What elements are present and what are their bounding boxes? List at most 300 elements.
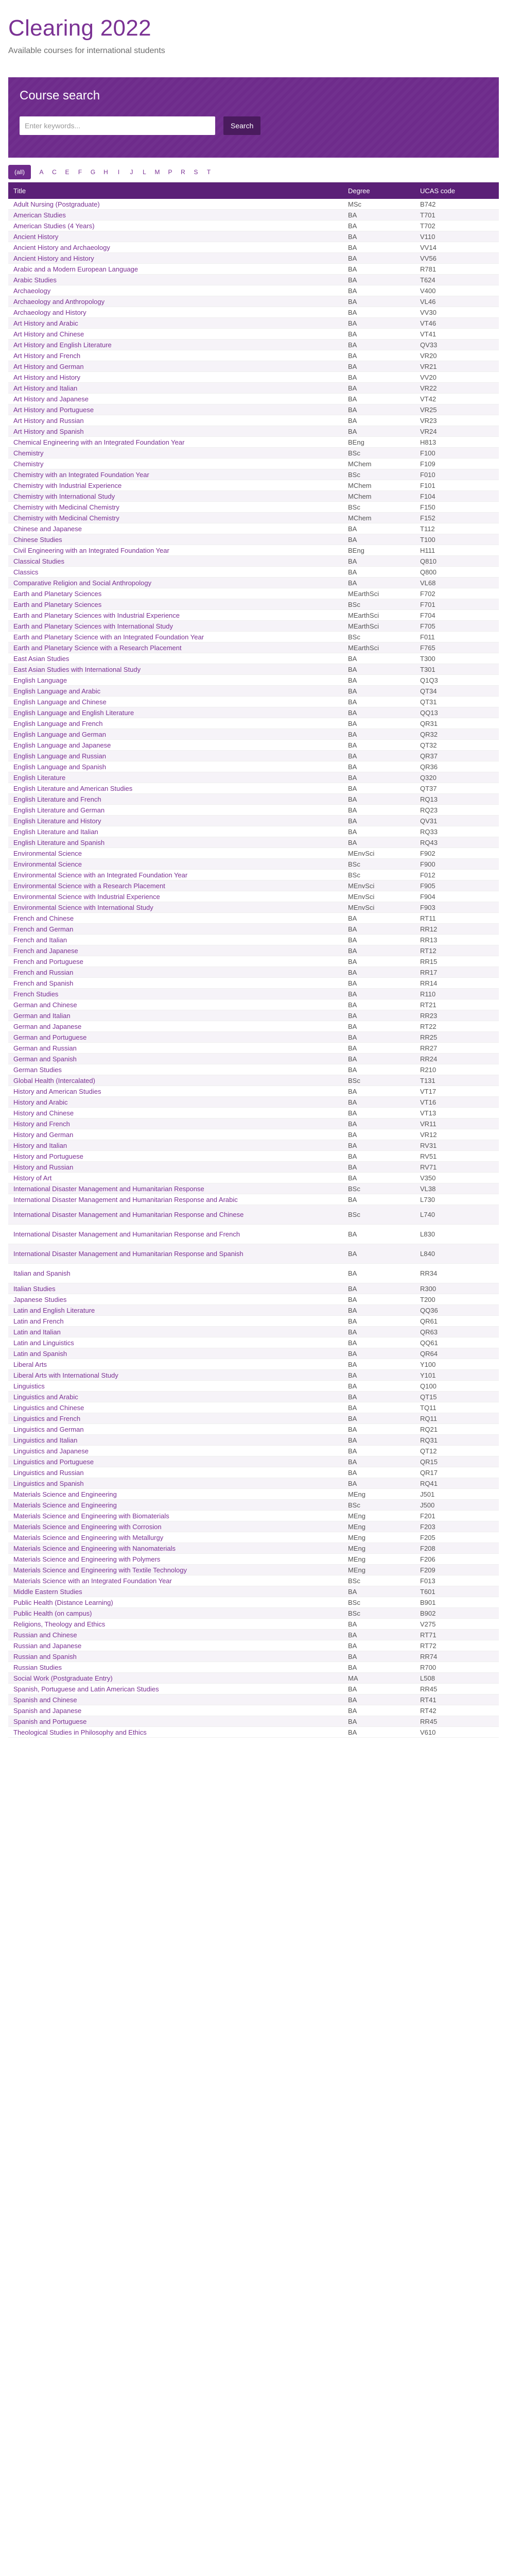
table-row[interactable] xyxy=(8,1478,499,1489)
course-title-link[interactable]: Environmental Science with International Study xyxy=(13,903,153,911)
table-row[interactable] xyxy=(8,502,499,513)
course-title-link[interactable]: History of Art xyxy=(13,1174,52,1182)
course-title-link[interactable]: Liberal Arts xyxy=(13,1360,47,1368)
course-title-link[interactable]: Public Health (Distance Learning) xyxy=(13,1598,113,1606)
table-row[interactable] xyxy=(8,1608,499,1619)
table-row[interactable] xyxy=(8,1543,499,1554)
course-title-link[interactable]: English Literature and History xyxy=(13,817,101,825)
table-row[interactable] xyxy=(8,350,499,361)
table-row[interactable] xyxy=(8,340,499,350)
table-row[interactable] xyxy=(8,1140,499,1151)
course-title-link[interactable]: Latin and Italian xyxy=(13,1328,61,1336)
table-row[interactable] xyxy=(8,1316,499,1327)
table-row[interactable] xyxy=(8,999,499,1010)
degree-column-header[interactable]: Degree xyxy=(348,187,370,195)
table-row[interactable] xyxy=(8,491,499,502)
table-row[interactable] xyxy=(8,621,499,632)
table-row[interactable] xyxy=(8,924,499,935)
course-title-link[interactable]: Theological Studies in Philosophy and Ethics xyxy=(13,1728,147,1736)
table-row[interactable] xyxy=(8,1435,499,1446)
table-row[interactable] xyxy=(8,1424,499,1435)
ucas-code-cell: F012 xyxy=(420,871,436,879)
course-title-link[interactable]: Art History and Portuguese xyxy=(13,405,94,414)
table-row[interactable] xyxy=(8,264,499,275)
course-title-link[interactable]: German and Japanese xyxy=(13,1022,82,1030)
table-row[interactable] xyxy=(8,1348,499,1359)
table-row[interactable] xyxy=(8,599,499,610)
table-row[interactable] xyxy=(8,1392,499,1402)
table-row[interactable] xyxy=(8,329,499,340)
course-title-link[interactable]: Linguistics and Japanese xyxy=(13,1447,89,1455)
table-row[interactable] xyxy=(8,1294,499,1305)
course-title-link[interactable]: Archaeology and Anthropology xyxy=(13,297,105,306)
course-title-link[interactable]: Art History and Chinese xyxy=(13,330,84,338)
course-title-link[interactable]: Materials Science and Engineering with Polymers xyxy=(13,1555,161,1563)
table-row[interactable] xyxy=(8,967,499,978)
course-title-link[interactable]: Spanish, Portuguese and Latin American Studies xyxy=(13,1685,159,1693)
course-title-link[interactable]: Art History and Spanish xyxy=(13,427,84,435)
course-title-link[interactable]: English Literature and American Studies xyxy=(13,784,133,792)
table-row[interactable] xyxy=(8,1511,499,1521)
table-row[interactable] xyxy=(8,253,499,264)
course-title-link[interactable]: Italian Studies xyxy=(13,1284,56,1293)
course-title-link[interactable]: French and Italian xyxy=(13,936,67,944)
course-title-link[interactable]: English Language and German xyxy=(13,730,106,738)
table-row[interactable] xyxy=(8,902,499,913)
table-row[interactable] xyxy=(8,1597,499,1608)
course-title-link[interactable]: English Literature and Spanish xyxy=(13,838,105,846)
table-row[interactable] xyxy=(8,415,499,426)
table-row[interactable] xyxy=(8,1662,499,1673)
table-row[interactable] xyxy=(8,1554,499,1565)
table-row[interactable] xyxy=(8,1521,499,1532)
course-title-link[interactable]: Italian and Spanish xyxy=(13,1269,71,1277)
course-title-link[interactable]: Materials Science and Engineering xyxy=(13,1490,117,1498)
table-row[interactable] xyxy=(8,794,499,805)
course-title-link[interactable]: Environmental Science xyxy=(13,849,82,857)
course-title-link[interactable]: Art History and Arabic xyxy=(13,319,78,327)
table-row[interactable] xyxy=(8,1673,499,1684)
table-row[interactable] xyxy=(8,1097,499,1108)
course-title-link[interactable]: Earth and Planetary Sciences with International Study xyxy=(13,622,173,630)
course-title-link[interactable]: Linguistics and Spanish xyxy=(13,1479,84,1487)
course-title-link[interactable]: English Language and Japanese xyxy=(13,741,111,749)
course-title-link[interactable]: Archaeology and History xyxy=(13,308,86,316)
course-title-link[interactable]: History and American Studies xyxy=(13,1087,101,1095)
course-title-link[interactable]: Chemistry xyxy=(13,460,44,468)
course-title-link[interactable]: Chemistry with Medicinal Chemistry xyxy=(13,514,119,522)
table-row[interactable] xyxy=(8,545,499,556)
table-row[interactable] xyxy=(8,675,499,686)
table-row[interactable] xyxy=(8,1108,499,1118)
table-row[interactable] xyxy=(8,523,499,534)
table-row[interactable] xyxy=(8,296,499,307)
course-title-link[interactable]: Materials Science and Engineering xyxy=(13,1501,117,1509)
table-row[interactable] xyxy=(8,459,499,469)
table-row[interactable] xyxy=(8,1305,499,1316)
course-title-link[interactable]: English Literature and Italian xyxy=(13,827,98,836)
course-title-link[interactable]: American Studies xyxy=(13,211,66,219)
course-title-link[interactable]: Russian and Japanese xyxy=(13,1641,82,1650)
course-title-link[interactable]: History and Arabic xyxy=(13,1098,68,1106)
course-title-link[interactable]: Spanish and Portuguese xyxy=(13,1717,87,1725)
table-row[interactable] xyxy=(8,718,499,729)
table-row[interactable] xyxy=(8,1565,499,1575)
table-row[interactable] xyxy=(8,1381,499,1392)
course-title-link[interactable]: International Disaster Management and Humanitarian Response and Spanish xyxy=(13,1250,243,1258)
table-row[interactable] xyxy=(8,1684,499,1694)
course-title-link[interactable]: Environmental Science with a Research Placement xyxy=(13,882,165,890)
table-row[interactable] xyxy=(8,686,499,697)
table-row[interactable] xyxy=(8,956,499,967)
table-row[interactable] xyxy=(8,816,499,826)
course-title-link[interactable]: Latin and Linguistics xyxy=(13,1338,74,1347)
course-title-link[interactable]: English Literature and French xyxy=(13,795,101,803)
a-z-letter-link[interactable]: I xyxy=(117,168,120,176)
ucas-column-header[interactable]: UCAS code xyxy=(420,187,455,195)
title-column-header[interactable]: Title xyxy=(13,187,26,195)
table-row[interactable] xyxy=(8,1173,499,1183)
course-title-link[interactable]: Linguistics and German xyxy=(13,1425,84,1433)
course-title-link[interactable]: German and Spanish xyxy=(13,1055,77,1063)
a-z-letter-link[interactable]: E xyxy=(65,168,69,176)
table-row[interactable] xyxy=(8,772,499,783)
table-row[interactable] xyxy=(8,913,499,924)
table-row[interactable] xyxy=(8,307,499,318)
table-row[interactable] xyxy=(8,1064,499,1075)
a-z-letter-link[interactable]: F xyxy=(78,168,82,176)
table-row[interactable] xyxy=(8,221,499,231)
table-row[interactable] xyxy=(8,664,499,675)
table-row[interactable] xyxy=(8,1640,499,1651)
course-title-link[interactable]: Chemistry with Medicinal Chemistry xyxy=(13,503,119,511)
course-title-link[interactable]: Earth and Planetary Science with a Research Placement xyxy=(13,643,182,652)
course-title-link[interactable]: Art History and Russian xyxy=(13,416,84,425)
course-title-link[interactable]: Russian and Chinese xyxy=(13,1631,77,1639)
table-row[interactable] xyxy=(8,588,499,599)
ucas-code-cell: H813 xyxy=(420,438,437,446)
table-row[interactable] xyxy=(8,1727,499,1738)
table-row[interactable] xyxy=(8,1021,499,1032)
table-row[interactable] xyxy=(8,578,499,588)
course-title-link[interactable]: History and Italian xyxy=(13,1141,67,1149)
table-row[interactable] xyxy=(8,837,499,848)
course-title-link[interactable]: Japanese Studies xyxy=(13,1295,67,1303)
search-button[interactable]: Search xyxy=(223,116,260,135)
course-title-link[interactable]: Linguistics and French xyxy=(13,1414,81,1422)
course-title-link[interactable]: Comparative Religion and Social Anthropology xyxy=(13,579,152,587)
table-row[interactable] xyxy=(8,1032,499,1043)
course-title-link[interactable]: Linguistics and Arabic xyxy=(13,1393,78,1401)
course-title-link[interactable]: Classics xyxy=(13,568,39,576)
course-title-link[interactable]: German and Italian xyxy=(13,1011,71,1020)
course-title-link[interactable]: Materials Science and Engineering with Metallurgy xyxy=(13,1533,164,1541)
course-title-link[interactable]: International Disaster Management and Humanitarian Response and French xyxy=(13,1230,240,1238)
course-title-link[interactable]: Earth and Planetary Sciences xyxy=(13,600,102,608)
course-title-link[interactable]: Materials Science with an Integrated Foundation Year xyxy=(13,1577,172,1585)
course-title-link[interactable]: Linguistics and Italian xyxy=(13,1436,78,1444)
table-row[interactable] xyxy=(8,534,499,545)
course-title-link[interactable]: Environmental Science with Industrial Experience xyxy=(13,892,160,901)
course-title-link[interactable]: Ancient History xyxy=(13,232,59,241)
table-row[interactable] xyxy=(8,1446,499,1456)
table-row[interactable] xyxy=(8,989,499,999)
course-title-link[interactable]: French and Spanish xyxy=(13,979,74,987)
course-title-link[interactable]: French and Russian xyxy=(13,968,74,976)
table-row[interactable] xyxy=(8,1651,499,1662)
a-z-letter-link[interactable]: R xyxy=(181,168,185,176)
course-title-link[interactable]: Latin and English Literature xyxy=(13,1306,95,1314)
table-row[interactable] xyxy=(8,1413,499,1424)
course-title-link[interactable]: French and Japanese xyxy=(13,946,78,955)
course-title-link[interactable]: French and Chinese xyxy=(13,914,74,922)
course-title-link[interactable]: Materials Science and Engineering with Textile Technology xyxy=(13,1566,187,1574)
table-row[interactable] xyxy=(8,1086,499,1097)
table-row[interactable] xyxy=(8,761,499,772)
table-row[interactable] xyxy=(8,1327,499,1337)
table-row[interactable] xyxy=(8,231,499,242)
a-z-letter-link[interactable]: G xyxy=(90,168,96,176)
table-row[interactable] xyxy=(8,783,499,794)
table-row[interactable] xyxy=(8,891,499,902)
course-title-link[interactable]: German and Russian xyxy=(13,1044,77,1052)
table-row[interactable] xyxy=(8,1489,499,1500)
table-row[interactable] xyxy=(8,978,499,989)
course-title-link[interactable]: German Studies xyxy=(13,1065,62,1074)
table-row[interactable] xyxy=(8,1705,499,1716)
table-row[interactable] xyxy=(8,404,499,415)
course-title-link[interactable]: English Language and Spanish xyxy=(13,762,106,771)
course-title-link[interactable]: Materials Science and Engineering with Nanomaterials xyxy=(13,1544,176,1552)
table-row[interactable] xyxy=(8,556,499,567)
search-input[interactable] xyxy=(20,116,215,135)
course-title-link[interactable]: Linguistics and Portuguese xyxy=(13,1458,94,1466)
a-z-all-button[interactable]: (all) xyxy=(8,165,31,179)
course-title-link[interactable]: Art History and German xyxy=(13,362,84,370)
course-title-link[interactable]: History and Russian xyxy=(13,1163,74,1171)
course-title-link[interactable]: International Disaster Management and Humanitarian Response and Arabic xyxy=(13,1195,238,1204)
table-row[interactable] xyxy=(8,275,499,285)
course-title-link[interactable]: Ancient History and History xyxy=(13,254,94,262)
course-title-link[interactable]: English Language and Arabic xyxy=(13,687,101,695)
table-row[interactable] xyxy=(8,383,499,394)
course-title-link[interactable]: Arabic Studies xyxy=(13,276,57,284)
course-title-link[interactable]: Earth and Planetary Sciences with Industrial Experience xyxy=(13,611,180,619)
table-row[interactable] xyxy=(8,1575,499,1586)
table-row[interactable] xyxy=(8,513,499,523)
table-row[interactable] xyxy=(8,935,499,945)
table-row[interactable] xyxy=(8,448,499,459)
course-title-link[interactable]: Public Health (on campus) xyxy=(13,1609,92,1617)
table-row[interactable] xyxy=(8,1456,499,1467)
course-title-link[interactable]: Art History and French xyxy=(13,351,81,360)
table-row[interactable] xyxy=(8,1532,499,1543)
course-title-link[interactable]: Materials Science and Engineering with Biomaterials xyxy=(13,1512,169,1520)
table-row[interactable] xyxy=(8,632,499,642)
a-z-letter-link[interactable]: J xyxy=(130,168,133,176)
course-title-link[interactable]: Art History and Japanese xyxy=(13,395,89,403)
a-z-letter-link[interactable]: S xyxy=(194,168,198,176)
course-title-link[interactable]: Linguistics and Russian xyxy=(13,1468,84,1477)
course-title-link[interactable]: Latin and French xyxy=(13,1317,64,1325)
course-title-link[interactable]: International Disaster Management and Humanitarian Response xyxy=(13,1184,204,1193)
course-title-link[interactable]: International Disaster Management and Humanitarian Response and Chinese xyxy=(13,1211,244,1218)
course-title-link[interactable]: French and German xyxy=(13,925,74,933)
course-title-link[interactable]: Chemical Engineering with an Integrated Foundation Year xyxy=(13,438,185,446)
course-title-link[interactable]: Adult Nursing (Postgraduate) xyxy=(13,200,100,208)
course-title-link[interactable]: Classical Studies xyxy=(13,557,64,565)
table-row[interactable] xyxy=(8,945,499,956)
table-row[interactable] xyxy=(8,610,499,621)
table-row[interactable] xyxy=(8,859,499,870)
a-z-letter-link[interactable]: M xyxy=(154,168,160,176)
course-title-link[interactable]: Materials Science and Engineering with Corrosion xyxy=(13,1522,162,1531)
table-row[interactable] xyxy=(8,1043,499,1054)
table-row[interactable] xyxy=(8,285,499,296)
a-z-letter-link[interactable]: T xyxy=(206,168,211,176)
table-row[interactable] xyxy=(8,1586,499,1597)
course-title-link[interactable]: Global Health (Intercalated) xyxy=(13,1076,95,1084)
course-title-link[interactable]: Earth and Planetary Sciences xyxy=(13,589,102,598)
course-title-link[interactable]: Art History and History xyxy=(13,373,81,381)
table-row[interactable] xyxy=(8,372,499,383)
table-row[interactable] xyxy=(8,1010,499,1021)
table-row[interactable] xyxy=(8,1694,499,1705)
course-title-link[interactable]: German and Portuguese xyxy=(13,1033,87,1041)
course-title-link[interactable]: Chemistry with an Integrated Foundation Year xyxy=(13,470,149,479)
course-title-link[interactable]: French Studies xyxy=(13,990,59,998)
course-title-link[interactable]: History and German xyxy=(13,1130,74,1139)
table-row[interactable] xyxy=(8,1716,499,1727)
table-row[interactable] xyxy=(8,480,499,491)
table-row[interactable] xyxy=(8,707,499,718)
table-row[interactable] xyxy=(8,318,499,329)
course-title-link[interactable]: Earth and Planetary Science with an Integrated Foundation Year xyxy=(13,633,204,641)
course-title-link[interactable]: Art History and Italian xyxy=(13,384,78,392)
course-title-link[interactable]: Russian Studies xyxy=(13,1663,62,1671)
table-row[interactable] xyxy=(8,751,499,761)
table-row[interactable] xyxy=(8,1162,499,1173)
table-row[interactable] xyxy=(8,1151,499,1162)
course-title-link[interactable]: Ancient History and Archaeology xyxy=(13,243,110,251)
table-row[interactable] xyxy=(8,826,499,837)
course-title-link[interactable]: Chinese Studies xyxy=(13,535,62,544)
course-title-link[interactable]: Archaeology xyxy=(13,286,51,295)
table-row[interactable] xyxy=(8,1619,499,1630)
course-title-link[interactable]: German and Chinese xyxy=(13,1001,77,1009)
table-row[interactable] xyxy=(8,805,499,816)
table-row[interactable] xyxy=(8,361,499,372)
course-title-link[interactable]: English Language and French xyxy=(13,719,103,727)
table-row[interactable] xyxy=(8,1337,499,1348)
course-title-link[interactable]: Chemistry xyxy=(13,449,44,457)
course-title-link[interactable]: Russian and Spanish xyxy=(13,1652,77,1660)
table-row[interactable] xyxy=(8,1264,499,1283)
course-title-link[interactable]: Environmental Science xyxy=(13,860,82,868)
table-row[interactable] xyxy=(8,1054,499,1064)
course-title-link[interactable]: East Asian Studies with International Study xyxy=(13,665,141,673)
course-title-link[interactable]: American Studies (4 Years) xyxy=(13,222,95,230)
course-title-link[interactable]: Chemistry with International Study xyxy=(13,492,115,500)
table-row[interactable] xyxy=(8,1630,499,1640)
a-z-letter-link[interactable]: C xyxy=(52,168,57,176)
course-title-link[interactable]: Environmental Science with an Integrated Foundation Year xyxy=(13,871,188,879)
course-title-link[interactable]: Chinese and Japanese xyxy=(13,524,82,533)
course-title-link[interactable]: History and Chinese xyxy=(13,1109,74,1117)
course-title-link[interactable]: English Literature xyxy=(13,773,66,782)
course-title-link[interactable]: Latin and Spanish xyxy=(13,1349,67,1358)
table-row[interactable] xyxy=(8,653,499,664)
table-row[interactable] xyxy=(8,1402,499,1413)
table-row[interactable] xyxy=(8,1467,499,1478)
table-row[interactable] xyxy=(8,242,499,253)
table-row[interactable] xyxy=(8,469,499,480)
table-row[interactable] xyxy=(8,1205,499,1225)
course-title-link[interactable]: English Language and Chinese xyxy=(13,698,107,706)
table-row[interactable] xyxy=(8,210,499,221)
course-title-link[interactable]: French and Portuguese xyxy=(13,957,83,965)
table-row[interactable] xyxy=(8,848,499,859)
table-row[interactable] xyxy=(8,426,499,437)
table-row[interactable] xyxy=(8,394,499,404)
table-row[interactable] xyxy=(8,1183,499,1194)
course-title-link[interactable]: Social Work (Postgraduate Entry) xyxy=(13,1674,113,1682)
a-z-letter-link[interactable]: P xyxy=(168,168,172,176)
course-title-link[interactable]: English Literature and German xyxy=(13,806,105,814)
course-title-link[interactable]: Spanish and Japanese xyxy=(13,1706,82,1715)
course-title-link[interactable]: Liberal Arts with International Study xyxy=(13,1371,118,1379)
table-row[interactable] xyxy=(8,880,499,891)
table-row[interactable] xyxy=(8,1359,499,1370)
table-row[interactable] xyxy=(8,1370,499,1381)
course-title-link[interactable]: Civil Engineering with an Integrated Foundation Year xyxy=(13,546,169,554)
course-title-link[interactable]: Spanish and Chinese xyxy=(13,1696,77,1704)
course-title-link[interactable]: English Language and English Literature xyxy=(13,708,134,717)
a-z-letter-link[interactable]: A xyxy=(39,168,44,176)
table-row[interactable] xyxy=(8,642,499,653)
a-z-letter-link[interactable]: L xyxy=(143,168,146,176)
course-title-link[interactable]: English Language xyxy=(13,676,67,684)
course-title-link[interactable]: Art History and English Literature xyxy=(13,341,112,349)
table-row[interactable] xyxy=(8,697,499,707)
course-title-link[interactable]: Linguistics and Chinese xyxy=(13,1403,84,1412)
table-row[interactable] xyxy=(8,1118,499,1129)
course-title-link[interactable]: Religions, Theology and Ethics xyxy=(13,1620,106,1628)
table-row[interactable] xyxy=(8,567,499,578)
table-row[interactable] xyxy=(8,740,499,751)
course-title-link[interactable]: History and Portuguese xyxy=(13,1152,83,1160)
course-title-link[interactable]: Middle Eastern Studies xyxy=(13,1587,82,1596)
course-title-link[interactable]: East Asian Studies xyxy=(13,654,69,663)
table-row[interactable] xyxy=(8,1500,499,1511)
table-row[interactable] xyxy=(8,437,499,448)
course-title-link[interactable]: History and French xyxy=(13,1120,70,1128)
table-row[interactable] xyxy=(8,1283,499,1294)
table-row[interactable] xyxy=(8,1194,499,1205)
table-row[interactable] xyxy=(8,1075,499,1086)
table-row[interactable] xyxy=(8,1225,499,1244)
course-title-link[interactable]: Arabic and a Modern European Language xyxy=(13,265,138,273)
table-row[interactable] xyxy=(8,1244,499,1264)
course-title-link[interactable]: English Language and Russian xyxy=(13,752,106,760)
table-row[interactable] xyxy=(8,729,499,740)
a-z-letter-link[interactable]: H xyxy=(103,168,108,176)
table-row[interactable] xyxy=(8,1129,499,1140)
table-row[interactable] xyxy=(8,870,499,880)
course-title-link[interactable]: Chemistry with Industrial Experience xyxy=(13,481,122,489)
table-row[interactable] xyxy=(8,199,499,210)
course-title-link[interactable]: Linguistics xyxy=(13,1382,45,1390)
